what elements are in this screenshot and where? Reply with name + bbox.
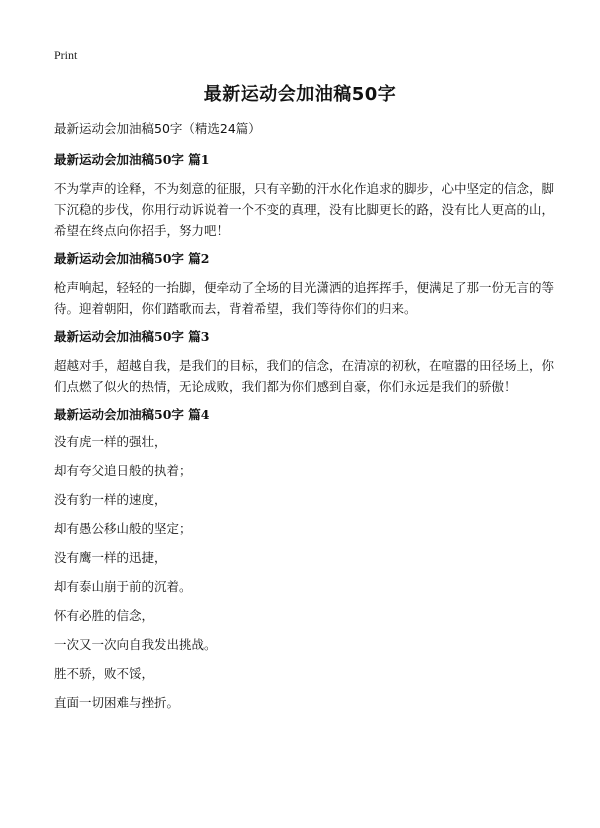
section-paragraph: 超越对手，超越自我，是我们的目标，我们的信念，在清凉的初秋，在喧嚣的田径场上，你们点燃了似火的热情，无论成败，我们都为你们感到自豪，你们永远是我们的骄傲！ [54, 358, 555, 394]
poem-line: 没有豹一样的速度， [54, 492, 167, 507]
print-label[interactable]: Print [54, 48, 78, 62]
poem-line: 怀有必胜的信念， [54, 608, 155, 623]
section-2 [54, 250, 554, 319]
section-heading: 最新运动会加油稿50字 篇2 [54, 251, 210, 266]
poem-line: 一次又一次向自我发出挑战。 [54, 637, 217, 652]
poem-line: 没有虎一样的强壮， [54, 434, 167, 449]
document-title: 最新运动会加油稿50字 [203, 84, 397, 105]
poem-line: 却有泰山崩于前的沉着。 [54, 579, 192, 594]
poem-line: 直面一切困难与挫折。 [54, 695, 180, 710]
poem-line: 没有鹰一样的迅捷， [54, 550, 167, 565]
poem-line: 却有愚公移山般的坚定； [54, 521, 192, 536]
section-1 [54, 151, 554, 241]
section-heading: 最新运动会加油稿50字 篇4 [54, 407, 210, 422]
document-subtitle: 最新运动会加油稿50字（精选24篇） [54, 121, 261, 136]
section-4 [54, 406, 554, 712]
document-body [54, 120, 554, 723]
section-heading: 最新运动会加油稿50字 篇1 [54, 152, 210, 167]
section-paragraph: 枪声响起，轻轻的一抬脚，便牵动了全场的目光潇洒的追挥挥手，便满足了那一份无言的等待。迎着朝阳，你们踏歌而去，背着希望，我们等待你们的归来。 [54, 280, 555, 316]
section-paragraph: 不为掌声的诠释，不为刻意的征服，只有辛勤的汗水化作追求的脚步，心中坚定的信念，脚下沉稳的步伐，你用行动诉说着一个不变的真理，没有比脚更长的路，没有比人更高的山，希望在终点向你招手，努力吧！ [54, 181, 555, 238]
poem-line: 胜不骄，败不馁， [54, 666, 155, 681]
poem-line: 却有夸父追日般的执着； [54, 463, 192, 478]
section-3 [54, 328, 554, 397]
section-heading: 最新运动会加油稿50字 篇3 [54, 329, 210, 344]
